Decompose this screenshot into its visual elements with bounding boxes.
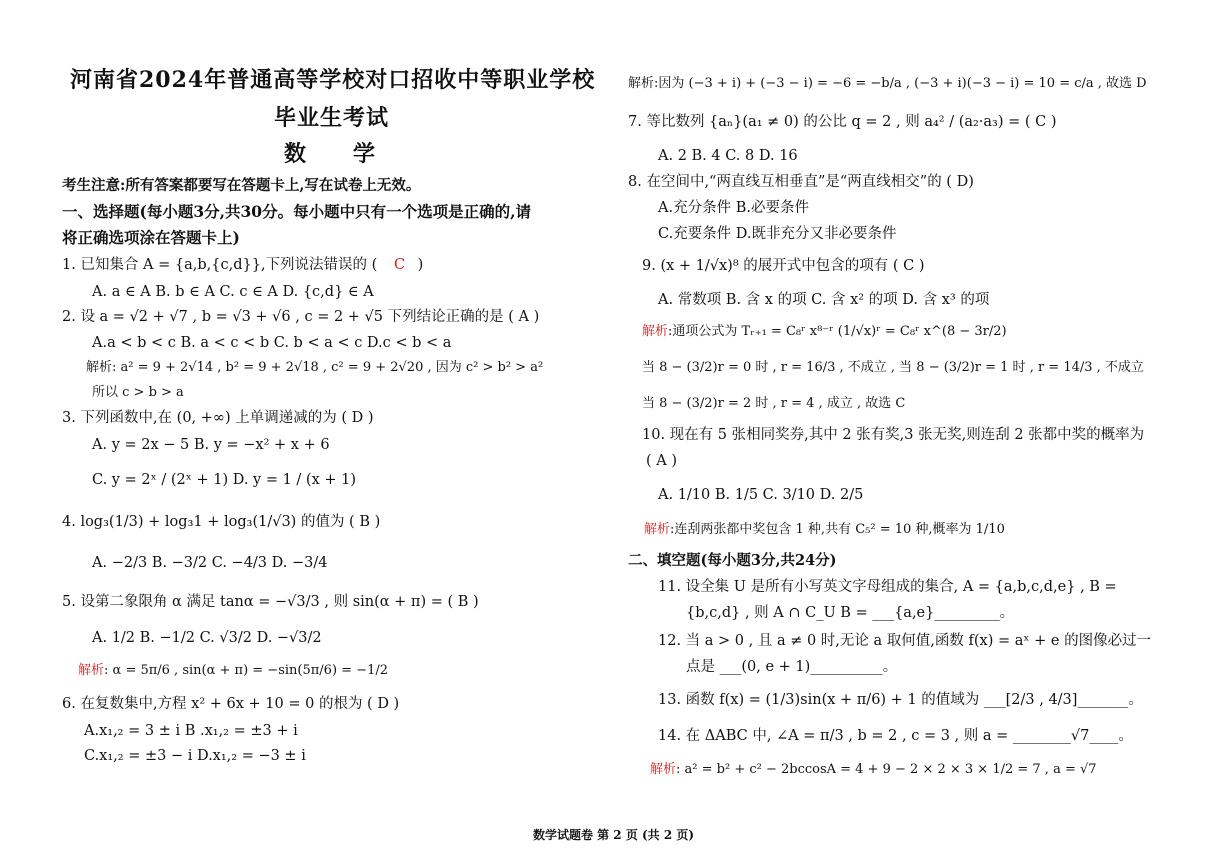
solution-label: 解析 xyxy=(642,324,669,339)
question-9-options: A. 常数项 B. 含 x 的项 C. 含 x² 的项 D. 含 x³ 的项 xyxy=(658,292,990,308)
question-3-options-cd: C. y = 2ˣ / (2ˣ + 1) D. y = 1 / (x + 1) xyxy=(92,472,357,488)
question-1: 1. 已知集合 A = {a,b,{c,d}},下列说法错误的 ( C ) xyxy=(62,257,424,273)
question-10-options: A. 1/10 B. 1/5 C. 3/10 D. 2/5 xyxy=(658,487,864,503)
question-7: 7. 等比数列 {aₙ}(a₁ ≠ 0) 的公比 q = 2 , 则 a₄² / (a₂·a₃) = ( C ) xyxy=(628,114,1057,130)
question-2-solution: 解析: a² = 9 + 2√14 , b² = 9 + 2√18 , c² = 9 + 2√20 , 因为 c² > b² > a² xyxy=(86,360,544,375)
question-9-solution-end: 当 8 − (3/2)r = 2 时 , r = 4 , 成立 , 故选 C xyxy=(642,396,906,411)
question-1-answer: C xyxy=(393,257,406,273)
section2-heading: 二、填空题(每小题3分,共24分) xyxy=(628,552,837,569)
question-10: 10. 现在有 5 张相同奖券,其中 2 张有奖,3 张无奖,则连刮 2 张都中奖的概率为 xyxy=(642,427,1145,443)
question-9-solution: 解析:通项公式为 Tᵣ₊₁ = C₈ʳ x⁸⁻ʳ (1/√x)ʳ = C₈ʳ x^(8 − 3r/2) xyxy=(642,324,1007,339)
exam-title-line1: 河南省2024年普通高等学校对口招收中等职业学校 xyxy=(70,67,596,93)
question-8: 8. 在空间中,“两直线互相垂直”是“两直线相交”的 ( D) xyxy=(628,174,974,190)
question-10-solution: 解析:连刮两张都中奖包含 1 种,共有 C₅² = 10 种,概率为 1/10 xyxy=(644,522,1005,537)
question-12-cont: 点是 ___(0, e + 1)__________。 xyxy=(686,659,898,675)
exam-notice: 考生注意:所有答案都要写在答题卡上,写在试卷上无效。 xyxy=(62,177,421,194)
question-2-solution-cont: 所以 c > b > a xyxy=(92,385,184,400)
question-14-solution: 解析: a² = b² + c² − 2bccosA = 4 + 9 − 2 × 2 × 3 × 1/2 = 7 , a = √7 xyxy=(650,762,1097,777)
question-10-answer: ( A ) xyxy=(646,453,678,469)
question-4: 4. log₃(1/3) + log₃1 + log₃(1/√3) 的值为 ( B ) xyxy=(62,514,381,530)
question-11-cont: {b,c,d} , 则 A ∩ C_U B = ___{a,e}_________。 xyxy=(686,605,1015,621)
question-14: 14. 在 ΔABC 中, ∠A = π/3 , b = 2 , c = 3 , 则 a = ________√7____。 xyxy=(658,728,1133,744)
question-5-options: A. 1/2 B. −1/2 C. √3/2 D. −√3/2 xyxy=(92,630,322,646)
question-4-options: A. −2/3 B. −3/2 C. −4/3 D. −3/4 xyxy=(92,555,328,571)
question-2-options: A.a < b < c B. a < c < b C. b < a < c D.c < b < a xyxy=(92,335,452,351)
question-11: 11. 设全集 U 是所有小写英文字母组成的集合, A = {a,b,c,d,e} , B = xyxy=(658,579,1117,595)
question-5-solution: 解析: α = 5π/6 , sin(α + π) = −sin(5π/6) = −1/2 xyxy=(78,663,388,678)
solution-label: 解析 xyxy=(650,762,677,777)
question-9: 9. (x + 1/√x)⁸ 的展开式中包含的项有 ( C ) xyxy=(642,258,925,274)
question-6-options-ab: A.x₁,₂ = 3 ± i B .x₁,₂ = ±3 + i xyxy=(84,723,298,739)
solution-label: 解析 xyxy=(644,522,671,537)
question-1-options: A. a ∈ A B. b ∈ A C. c ∈ A D. {c,d} ∈ A xyxy=(92,284,374,300)
question-8-options-cd: C.充要条件 D.既非充分又非必要条件 xyxy=(658,226,897,242)
question-7-options: A. 2 B. 4 C. 8 D. 16 xyxy=(658,148,798,164)
solution-label: 解析 xyxy=(78,663,105,678)
section1-heading: 一、选择题(每小题3分,共30分。每小题中只有一个选项是正确的,请 xyxy=(62,202,531,221)
question-6-options-cd: C.x₁,₂ = ±3 − i D.x₁,₂ = −3 ± i xyxy=(84,748,306,764)
page-footer: 数学试题卷 第 2 页 (共 2 页) xyxy=(532,828,695,842)
section1-heading-cont: 将正确选项涂在答题卡上) xyxy=(62,228,240,247)
exam-title-line2: 毕业生考试 xyxy=(274,105,390,131)
question-5: 5. 设第二象限角 α 满足 tanα = −√3/3 , 则 sin(α + π) = ( B ) xyxy=(62,594,479,610)
question-9-solution-cont: 当 8 − (3/2)r = 0 时 , r = 16/3 , 不成立 , 当 8 − (3/2)r = 1 时 , r = 14/3 , 不成立 xyxy=(642,360,1144,375)
question-2: 2. 设 a = √2 + √7 , b = √3 + √6 , c = 2 + √5 下列结论正确的是 ( A ) xyxy=(62,309,540,325)
question-3-options-ab: A. y = 2x − 5 B. y = −x² + x + 6 xyxy=(92,437,330,453)
question-13: 13. 函数 f(x) = (1/3)sin(x + π/6) + 1 的值域为 ___[2/3 , 4/3]_______。 xyxy=(658,692,1143,708)
question-8-options-ab: A.充分条件 B.必要条件 xyxy=(658,200,809,216)
question-3: 3. 下列函数中,在 (0, +∞) 上单调递减的为 ( D ) xyxy=(62,410,374,426)
question-6: 6. 在复数集中,方程 x² + 6x + 10 = 0 的根为 ( D ) xyxy=(62,696,400,712)
question-6-solution: 解析:因为 (−3 + i) + (−3 − i) = −6 = −b/a , (−3 + i)(−3 − i) = 10 = c/a , 故选 D xyxy=(628,76,1147,91)
question-12: 12. 当 a > 0 , 且 a ≠ 0 时,无论 a 取何值,函数 f(x) = aˣ + e 的图像必过一 xyxy=(658,633,1152,649)
exam-subject: 数 学 xyxy=(284,141,377,167)
